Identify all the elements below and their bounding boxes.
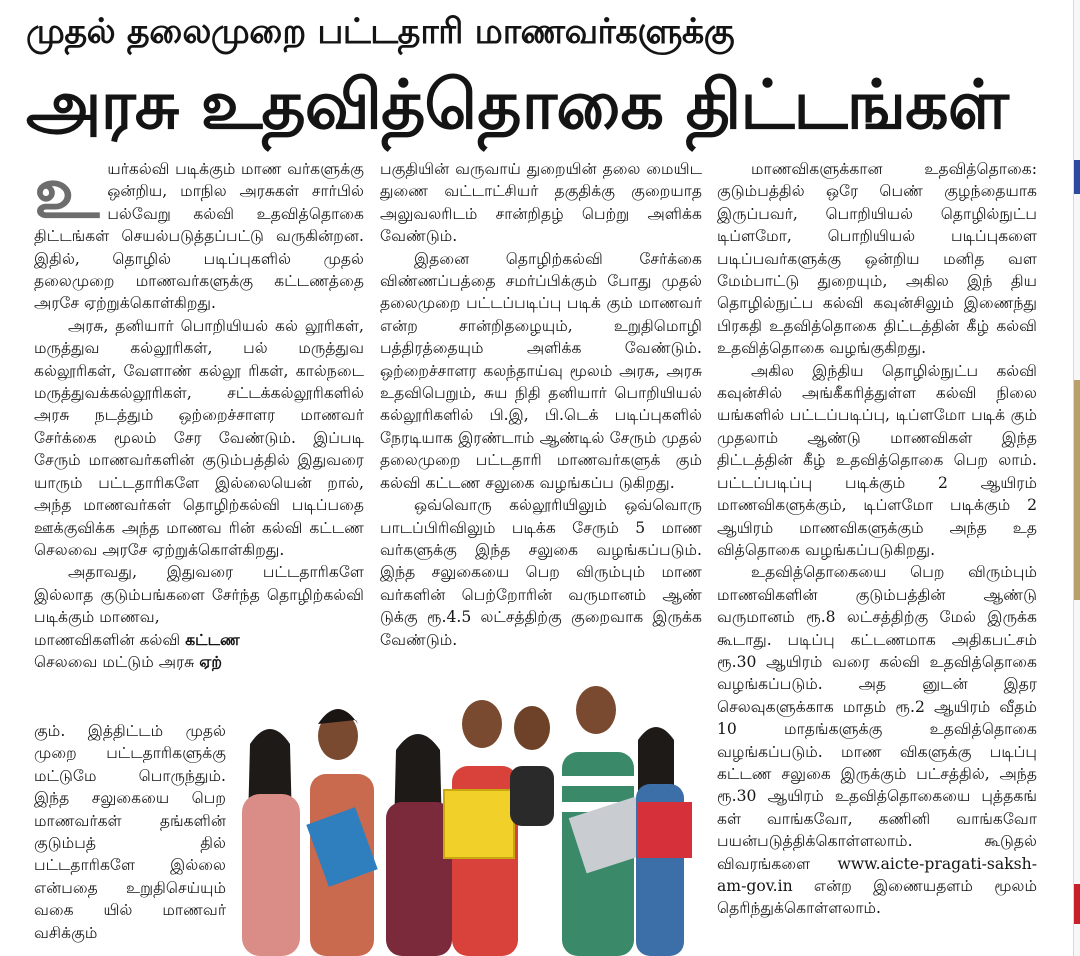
- drop-cap: உ: [34, 150, 100, 234]
- col1-line-b: [34, 651, 250, 673]
- students-illustration: [226, 684, 712, 956]
- col1-narrow-text: கும். இத்திட்டம் முதல் முறை பட்டதாரிகளுக்கு மட்டுமே பொருந்தும். இந்த சலுகையை பெற மாணவர்கள் தங்களின் குடும்பத் தில் பட்டதாரிகளே இல்லை என்பதை உறுதிசெய்யும் வகை யில் மாணவர் வசிக்கும்: [34, 722, 226, 942]
- col3-paragraph-2: அகில இந்திய தொழில்நுட்ப கல்வி கவுன்சில் அங்கீகரித்துள்ள கல்வி நிலை யங்களில் பட்டப்படிப்பு, டிப்ளமோ படிக் கும் முதலாம் ஆண்டு மாணவிகள் இந்த திட்டத்தின் கீழ் உதவித்தொகை பெற லாம். பட்டப்படிப்பு படிக்கும் 2 ஆயிரம் மாணவிகளுக்கும், டிப்ளமோ படிக்கும் 2 ஆயிரம் மாணவிகளுக்கும் அந்த உத வித்தொகை வழங்கப்படுகிறது.: [717, 361, 1037, 559]
- col1-line-a-bold: கட்டண: [185, 630, 240, 649]
- col2-paragraph-1: பகுதியின் வருவாய் துறையின் தலை மையிட துணை வட்டாட்சியர் தகுதிக்கு குறையாத அலுவலரிடம் சான்றிதழ் பெற்று அளிக்க வேண்டும்.: [380, 160, 702, 246]
- col2-paragraph-2: இதனை தொழிற்கல்வி சேர்க்கை விண்ணப்பத்தை சமர்ப்பிக்கும் போது முதல் தலைமுறை பட்டப்படிப்பு படிக் கும் மாணவர் என்ற சான்றிதழையும், உறுதிமொழி பத்திரத்தையும் அளிக்க வேண்டும். ஒற்றைச்சாளர கலந்தாய்வு மூலம் அரசு, அரசு உதவிபெறும், சுய நிதி தனியார் பொறியியல் கல்லூரிகளில் பி.இ, பி.டெக் படிப்புகளில் நேரடியாக இரண்டாம் ஆண்டில் சேரும் முதல் தலைமுறை பட்டதாரி மாணவர்களுக் கும் கல்வி கட்டண சலுகை வழங்கப்ப டுகிறது.: [380, 249, 702, 492]
- edge-mark-blue: [1074, 160, 1080, 194]
- edge-mark-red: [1074, 884, 1080, 924]
- col1-line-a: [34, 629, 304, 651]
- col2-paragraph-3: ஒவ்வொரு கல்லூரியிலும் ஒவ்வொரு பாடப்பிரிவிலும் படிக்க சேரும் 5 மாண வர்களுக்கு இந்த சலுகை வழங்கப்படும். இந்த சலுகையை பெற விரும்பும் மாண வர்களின் பெற்றோரின் வருமானம் ஆண் டுக்கு ரூ.4.5 லட்சத்திற்கு குறைவாக இருக்க வேண்டும்.: [380, 496, 702, 649]
- students-photo: [226, 684, 712, 956]
- col1-line-b-bold: ஏற்: [199, 652, 223, 671]
- col1-line-b-text: செலவை மட்டும் அரசு: [34, 652, 195, 671]
- article-headline: அரசு உதவித்தொகை திட்டங்கள்: [26, 66, 1009, 145]
- col3-paragraph-1: மாணவிகளுக்கான உதவித்தொகை: குடும்பத்தில் ஒரே பெண் குழந்தையாக இருப்பவர், பொறியியல் தொழில்நுட்ப டிப்ளமோ, பொறியியல் படிப்புகளை படிப்பவர்களுக்கு ஒன்றிய மனித வள மேம்பாட்டு துறையும், அகில இந் திய தொழில்நுட்ப கல்வி கவுன்சிலும் இணைந்து பிரகதி உதவித்தொகை திட்டத்தின் கீழ் கல்வி உதவித்தொகை வழங்குகிறது.: [717, 160, 1037, 358]
- col1-paragraph-1-text: யர்கல்வி படிக்கும் மாண வர்களுக்கு ஒன்றிய, மாநில அரசுகள் சார்பில் பல்வேறு கல்வி உதவித்தொகை திட்டங்கள் செயல்படுத்தப்பட்டு வருகின்றன. இதில், தொழில் படிப்புகளில் முதல் தலைமுறை மாணவர்களுக்கு கட்டணத்தை அரசே ஏற்றுக்கொள்கிறது.: [34, 160, 364, 313]
- col1-paragraph-1: [34, 150, 364, 315]
- article-column-3: [717, 158, 1037, 920]
- col3-paragraph-3: உதவித்தொகையை பெற விரும்பும் மாணவிகளின் குடும்பத்தின் ஆண்டு வருமானம் ரூ.8 லட்சத்திற்கு மேல் இருக்க கூடாது. படிப்பு கட்டணமாக அதிகபட்சம் ரூ.30 ஆயிரம் வரை கல்வி உதவித்தொகை வழங்கப்படும். அத னுடன் இதர செலவுகளுக்காக மாதம் ரூ.2 ஆயிரம் வீதம் 10 மாதங்களுக்கு உதவித்தொகை வழங்கப்படும். மாண விகளுக்கு படிப்பு கட்டண சலுகை இருக்கும் பட்சத்தில், அந்த ரூ.30 ஆயிரம் உதவித்தொகையை புத்தகங் கள் வாங்கவோ, கணினி வாங்கவோ பயன்படுத்திக்கொள்ளலாம். கூடுதல் விவரங்களை www.aicte-pragati-saksh- am-gov.in என்ற இணையதளம் மூலம் தெரிந்துக்கொள்ளலாம்.: [717, 563, 1037, 918]
- col1-line-a-text: மாணவிகளின் கல்வி: [34, 630, 181, 649]
- article-column-2: [380, 158, 702, 651]
- col1-paragraph-2: அரசு, தனியார் பொறியியல் கல் லூரிகள், மருத்துவ கல்லூரிகள், பல் மருத்துவ கல்லூரிகள், வேளாண் கல்லூ ரிகள், கால்நடை மருத்துவக்கல்லூரிகள், சட்டக்கல்லூரிகளில் அரசு நடத்தும் ஒற்றைச்சாளர மாணவர் சேர்க்கை மூலம் சேர வேண்டும். இப்படி சேரும் மாணவர்களின் குடும்பத்தில் இதுவரை யாரும் பட்டதாரிகளே இல்லையென் றால், அந்த மாணவர்கள் தொழிற்கல்வி படிப்பதை ஊக்குவிக்க அந்த மாணவ ரின் கல்வி கட்டண செலவை அரசே ஏற்றுக்கொள்கிறது.: [34, 316, 364, 559]
- edge-mark-photo: [1074, 380, 1080, 600]
- col1-paragraph-3: அதாவது, இதுவரை பட்டதாரிகளே இல்லாத குடும்பங்களை சேர்ந்த தொழிற்கல்வி படிக்கும் மாணவ,: [34, 563, 364, 627]
- article-column-1: [34, 150, 364, 673]
- article-kicker: முதல் தலைமுறை பட்டதாரி மாணவர்களுக்கு: [26, 12, 735, 52]
